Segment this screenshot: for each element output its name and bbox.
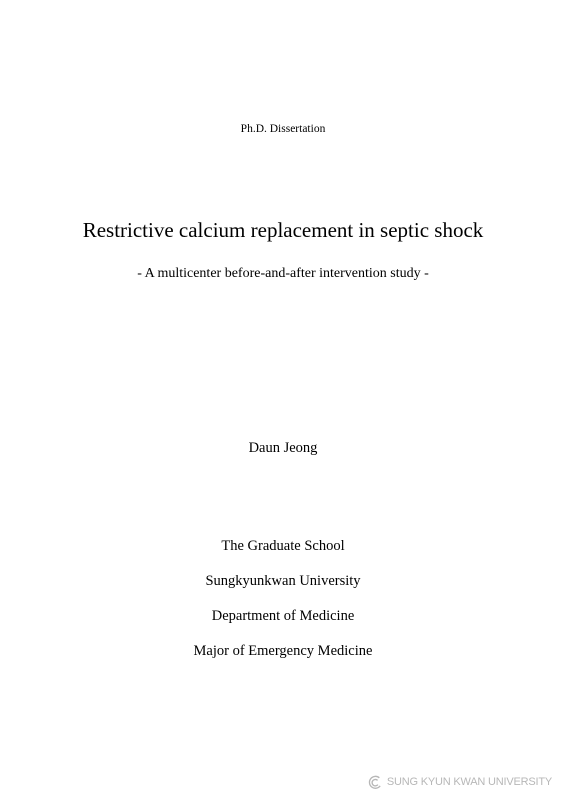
institution-department: Department of Medicine [211, 608, 355, 624]
dissertation-subtitle: - A multicenter before-and-after intervention study - [137, 266, 429, 281]
dissertation-title: Restrictive calcium replacement in septic shock [82, 218, 484, 242]
institution-graduate-school: The Graduate School [221, 538, 345, 554]
author-name: Daun Jeong [248, 440, 318, 456]
university-watermark [367, 771, 552, 793]
document-type-label: Ph.D. Dissertation [240, 123, 326, 135]
university-logo-icon [367, 774, 384, 791]
institution-major: Major of Emergency Medicine [193, 643, 373, 659]
watermark-text: SUNG KYUN KWAN UNIVERSITY [386, 776, 552, 788]
institution-university: Sungkyunkwan University [205, 573, 361, 589]
